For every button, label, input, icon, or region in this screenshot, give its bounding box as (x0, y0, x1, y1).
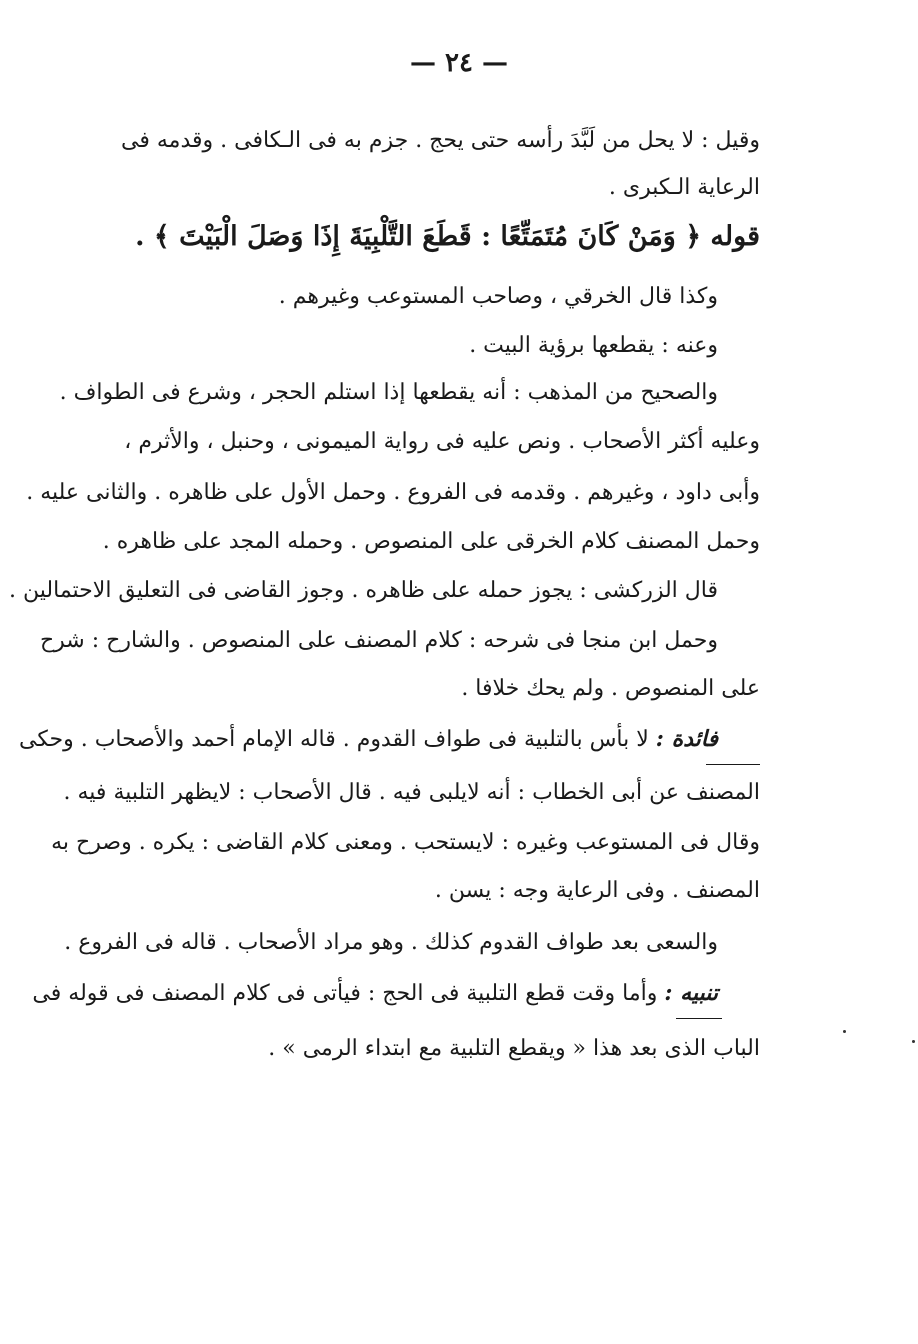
faida-line (19, 724, 718, 755)
text-line: وكذا قال الخرقي ، وصاحب المستوعب وغيرهم . (278, 284, 718, 309)
tanbih-line (32, 978, 718, 1009)
text-line: وأبى داود ، وغيرهم . وقدمه فى الفروع . وحمل الأول على ظاهره . والثانى عليه . (26, 480, 760, 505)
text-line: الرعاية الـكبرى . (608, 175, 760, 200)
text-line: وعنه : يقطعها برؤية البيت . (469, 333, 718, 358)
text-line: وعليه أكثر الأصحاب . ونص عليه فى رواية الميمونى ، وحنبل ، والأثرم ، (124, 429, 760, 454)
text-line: المصنف عن أبى الخطاب : أنه لايلبى فيه . قال الأصحاب : لايظهر التلبية فيه . (63, 780, 760, 805)
text-line: وحمل ابن منجا فى شرحه : كلام المصنف على المنصوص . والشارح : شرح (39, 628, 718, 653)
text-line: المصنف . وفى الرعاية وجه : يسن . (434, 878, 760, 903)
quoted-text-heading: قوله ﴿ وَمَنْ كَانَ مُتَمَتِّعًا : قَطَعَ التَّلْبِيَةَ إِذَا وَصَلَ الْبَيْتَ ﴾ . (135, 221, 760, 252)
page-number: — ٢٤ — (409, 48, 509, 78)
scan-speck (912, 1040, 915, 1043)
faida-label: فائدة : (655, 726, 718, 752)
text-line: وحمل المصنف كلام الخرقى على المنصوص . وحمله المجد على ظاهره . (102, 529, 760, 554)
text-line: والصحيح من المذهب : أنه يقطعها إذا استلم الحجر ، وشرع فى الطواف . (59, 380, 718, 405)
text-line: قال الزركشى : يجوز حمله على ظاهره . وجوز القاضى فى التعليق الاحتمالين . (9, 578, 718, 603)
text-line: الباب الذى بعد هذا « ويقطع التلبية مع ابتداء الرمى » . (268, 1036, 760, 1061)
text-span: لا بأس بالتلبية فى طواف القدوم . قاله الإمام أحمد والأصحاب . وحكى (19, 727, 649, 752)
label-underline (706, 764, 760, 765)
text-line: على المنصوص . ولم يحك خلافا . (461, 676, 760, 701)
label-underline (676, 1018, 722, 1019)
tanbih-label: تنبيه : (664, 980, 718, 1006)
text-span: وأما وقت قطع التلبية فى الحج : فيأتى فى كلام المصنف فى قوله فى (32, 981, 658, 1006)
text-line: والسعى بعد طواف القدوم كذلك . وهو مراد الأصحاب . قاله فى الفروع . (64, 930, 718, 955)
text-line: وقال فى المستوعب وغيره : لايستحب . ومعنى كلام القاضى : يكره . وصرح به (51, 830, 760, 855)
text-line: وقيل : لا يحل من لَبَّدَ رأسه حتى يحج . جزم به فى الـكافى . وقدمه فى (121, 128, 760, 153)
scan-speck (843, 1030, 846, 1033)
